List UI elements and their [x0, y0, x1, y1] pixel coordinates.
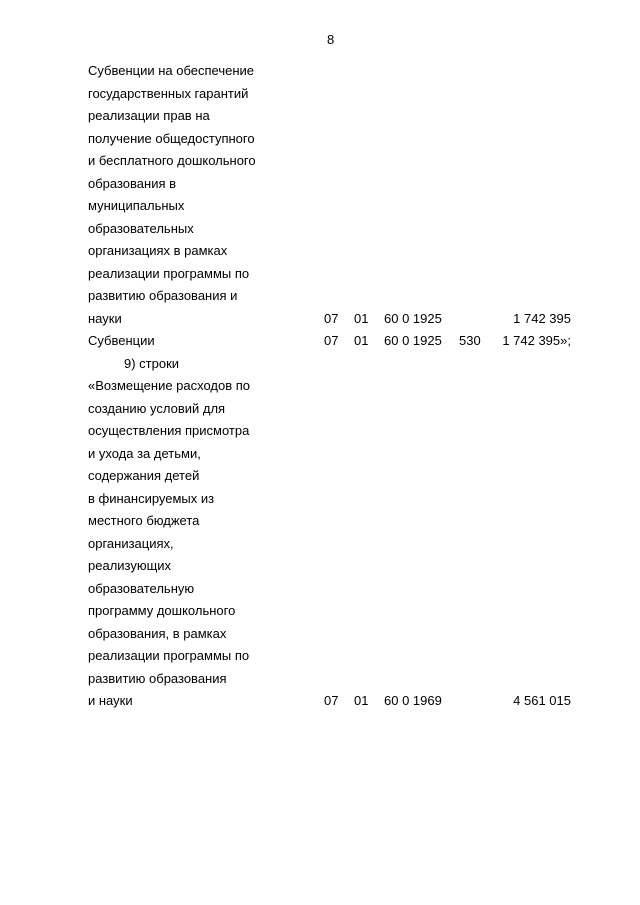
row-text: Субвенции на обеспечение [88, 63, 255, 78]
row-text: образовательных [88, 220, 194, 236]
table-row [0, 581, 640, 603]
table-row [0, 558, 640, 580]
table-row [0, 108, 640, 130]
table-row [0, 198, 640, 220]
table-row [0, 446, 640, 468]
table-row [0, 356, 640, 378]
row-text: и науки [88, 693, 133, 708]
table-row [0, 693, 640, 715]
table-row [0, 221, 640, 243]
row-text: реализации прав на [88, 108, 210, 123]
table-row [0, 243, 640, 265]
section-code: 07 [324, 310, 339, 326]
subsection-code: 01 [354, 693, 369, 708]
target-article-code: 60 0 1925 [384, 310, 442, 326]
table-row [0, 311, 640, 333]
target-article-code: 60 0 1969 [384, 693, 442, 708]
table-row [0, 63, 640, 85]
table-row [0, 333, 640, 355]
row-text: созданию условий для [88, 400, 226, 416]
table-row [0, 468, 640, 490]
row-text: образования в [88, 175, 177, 191]
table-row [0, 86, 640, 108]
target-article-code: 60 0 1925 [384, 333, 442, 348]
table-row [0, 131, 640, 153]
amount-value: 1 742 395 [513, 310, 571, 326]
table-row [0, 648, 640, 670]
row-text: образования, в рамках [88, 625, 227, 641]
table-row [0, 603, 640, 625]
row-text: организациях, [88, 535, 174, 551]
row-text: 9) строки [124, 355, 180, 371]
row-text: и бесплатного дошкольного [88, 153, 256, 168]
row-text: местного бюджета [88, 513, 200, 528]
row-text: муниципальных [88, 198, 185, 213]
section-code: 07 [324, 333, 339, 348]
row-text: реализующих [88, 558, 172, 573]
row-text: государственных гарантий [88, 85, 249, 101]
subsection-code: 01 [354, 310, 369, 326]
expense-type-code: 530 [459, 333, 481, 348]
table-row [0, 513, 640, 535]
section-code: 07 [324, 693, 339, 708]
row-text: получение общедоступного [88, 130, 255, 146]
row-text: в финансируемых из [88, 490, 215, 506]
table-row [0, 423, 640, 445]
table-row [0, 266, 640, 288]
table-row [0, 401, 640, 423]
table-row [0, 378, 640, 400]
table-row [0, 288, 640, 310]
table-row [0, 153, 640, 175]
subsection-code: 01 [354, 333, 369, 348]
row-text: реализации программы по [88, 265, 250, 281]
table-row [0, 176, 640, 198]
row-text: программу дошкольного [88, 603, 236, 618]
row-text: Субвенции [88, 333, 155, 348]
row-text: реализации программы по [88, 648, 250, 663]
row-text: и ухода за детьми, [88, 445, 201, 461]
amount-value: 4 561 015 [513, 693, 571, 708]
row-text: образовательную [88, 580, 195, 596]
row-text: науки [88, 310, 122, 326]
row-text: организациях в рамках [88, 243, 228, 258]
row-text: развитию образования и [88, 288, 238, 303]
table-row [0, 491, 640, 513]
table-row [0, 536, 640, 558]
row-text: развитию образования [88, 670, 227, 686]
row-text: «Возмещение расходов по [88, 378, 251, 393]
page-number: 8 [327, 32, 335, 47]
table-row [0, 626, 640, 648]
amount-value: 1 742 395»; [502, 333, 571, 348]
table-row [0, 671, 640, 693]
row-text: осуществления присмотра [88, 423, 250, 438]
row-text: содержания детей [88, 468, 200, 483]
